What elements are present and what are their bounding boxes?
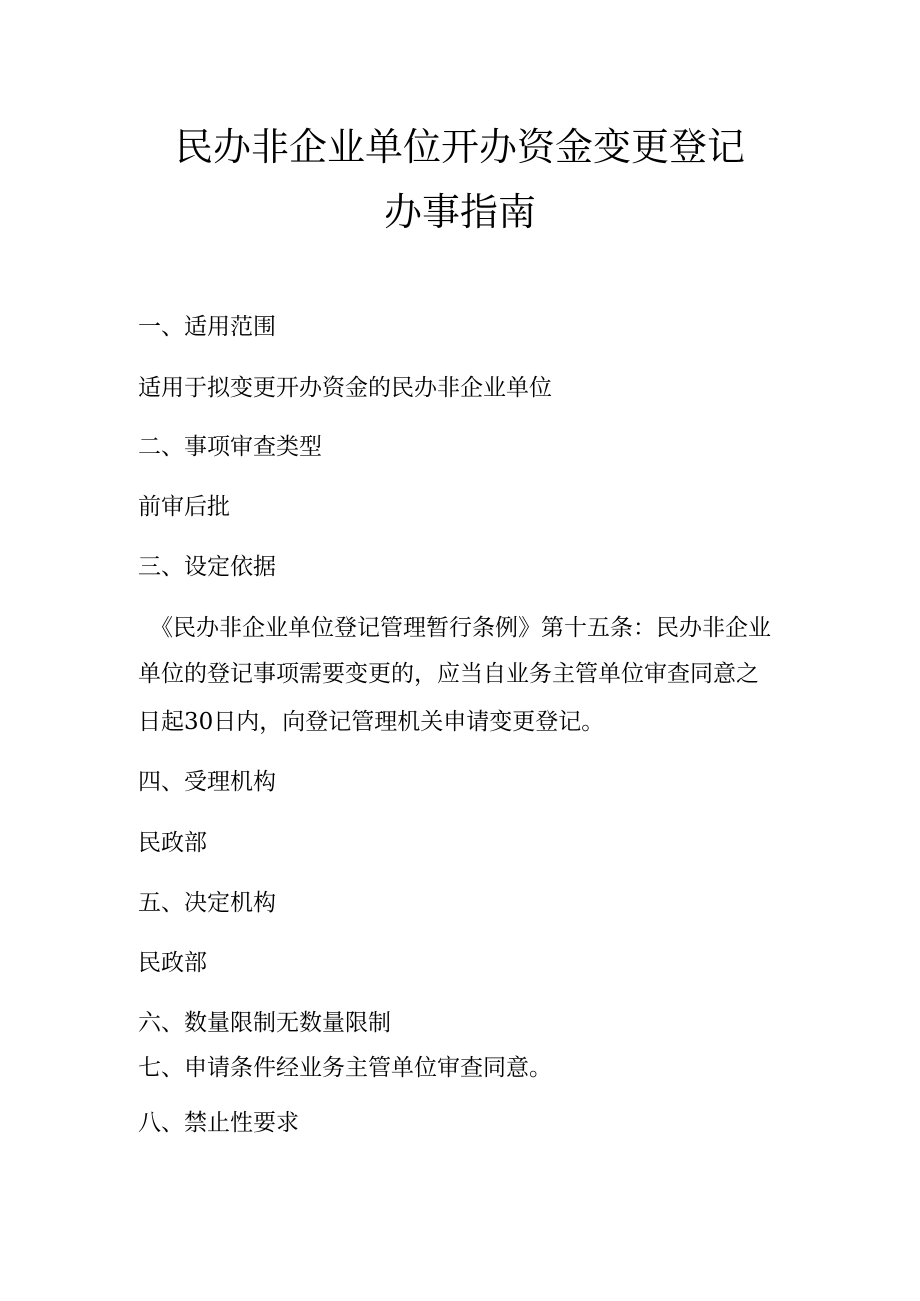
document-title-line1: 民办非企业单位开办资金变更登记	[174, 125, 745, 169]
basis-text-line2: 单位的登记事项需要变更的，应当自业务主管单位审查同意之	[138, 661, 759, 687]
basis-text-line3: 日起30日内，向登记管理机关申请变更登记。	[138, 709, 605, 735]
document-title-line2: 办事指南	[383, 190, 536, 234]
section-heading-review-type: 二、事项审查类型	[138, 434, 322, 460]
section-heading-basis: 三、设定依据	[138, 554, 276, 580]
deciding-agency-text: 民政部	[138, 950, 207, 976]
basis-text-line1: 《民办非企业单位登记管理暂行条例》第十五条：民办非企业	[150, 615, 771, 641]
section-quantity-limit: 六、数量限制无数量限制	[138, 1010, 391, 1036]
section-heading-prohibitions: 八、禁止性要求	[138, 1110, 299, 1136]
review-type-text: 前审后批	[138, 494, 230, 520]
accepting-agency-text: 民政部	[138, 830, 207, 856]
scope-text: 适用于拟变更开办资金的民办非企业单位	[138, 375, 552, 401]
section-heading-deciding-agency: 五、决定机构	[138, 890, 276, 916]
section-application-conditions: 七、申请条件经业务主管单位审查同意。	[138, 1055, 552, 1081]
section-heading-scope: 一、适用范围	[138, 314, 276, 340]
section-heading-accepting-agency: 四、受理机构	[138, 769, 276, 795]
